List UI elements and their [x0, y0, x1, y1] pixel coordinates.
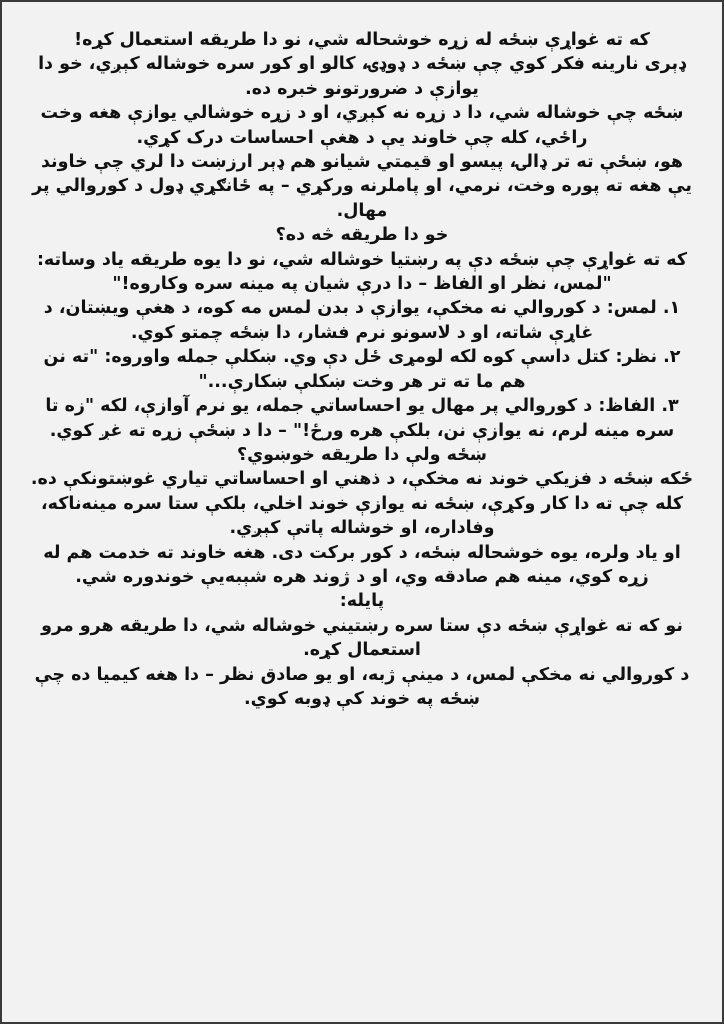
body-paragraph: هو، ښځې ته تر ډالۍ، پیسو او قیمتي شیانو هم ډېر ارزښت دا لري چې خاوند یې هغه ته پوره وخت، نرمي، او پاملرنه ورکړي – په ځانګړي ډول د کوروالي پر مهال. [32, 152, 692, 221]
body-paragraph: ځکه ښځه د فزیکي خوند نه مخکې، د ذهني او احساساتي تیاري غوښتونکې ده. [30, 469, 694, 490]
conclusion-paragraph: نو که ته غواړې ښځه دې ستا سره رښتیني خوشاله شي، دا طریقه هرو مرو استعمال کړه. [41, 615, 683, 661]
intro-paragraph: ډېری نارینه فکر کوي چې ښځه د ډوډۍ، کالو او کور سره خوشاله کېږي، خو دا یوازې د ضرورتونو خبره ده. [38, 54, 686, 99]
question-heading: خو دا طریقه څه ده؟ [275, 225, 449, 246]
headline-paragraph: که ته غواړې ښځه له زړه خوشحاله شي، نو دا طریقه استعمال کړه! [74, 30, 650, 50]
body-paragraph: ښځه چې خوشاله شي، دا د زړه نه کېږي، او د زړه خوشالي یوازې هغه وخت راځي، کله چې خاوند یې د هغې احساسات درک کړي. [40, 103, 684, 148]
conclusion-heading: پایله: [339, 591, 385, 612]
article-body [28, 28, 696, 711]
body-paragraph: که ته غواړې چې ښځه دې په رښتیا خوشاله شي، نو دا یوه طریقه یاد وساته: [36, 249, 688, 270]
body-paragraph: او یاد ولره، یوه خوشحاله ښځه، د کور برکت دی. هغه خاوند ته خدمت هم له زړه کوي، مینه هم صادقه وي، او د ژوند هره شېبه‌یې خوندوره شي. [43, 542, 681, 587]
question-heading: ښځه ولې دا طریقه خوښوي؟ [236, 444, 488, 465]
list-item-touch: ١. لمس: د کوروالي نه مخکې، یوازې د بدن لمس مه کوه، د هغې ویښتان، د غاړې شاته، او د لاسونو نرم فشار، دا ښځه چمتو کوي. [43, 298, 681, 343]
quote-paragraph: "لمس، نظر او الفاظ – دا درې شیان په مینه سره وکاروه!" [112, 274, 612, 295]
list-item-look: ٢. نظر: کتل داسې کوه لکه لومړی ځل دې وي. ښکلې جمله واوروه: "ته نن هم ما ته تر هر وخت ښکلې ښکارې..." [43, 347, 681, 392]
conclusion-paragraph: د کوروالي نه مخکې لمس، د مینې ژبه، او یو صادق نظر – دا هغه کیمیا ده چې ښځه په خوند کې ډوبه کوي. [34, 664, 690, 709]
list-item-words: ٣. الفاظ: د کوروالي پر مهال یو احساساتي جمله، یو نرم آوازې، لکه "زه تا سره مینه لرم، نه یوازې نن، بلکې هره ورځ!" – دا د ښځې زړه ته غږ کوي. [45, 396, 679, 441]
body-paragraph: کله چې ته دا کار وکړې، ښځه نه یوازې خوند اخلي، بلکې ستا سره مینه‌ناکه، وفاداره، او خوشاله پاتې کېږي. [40, 493, 684, 539]
